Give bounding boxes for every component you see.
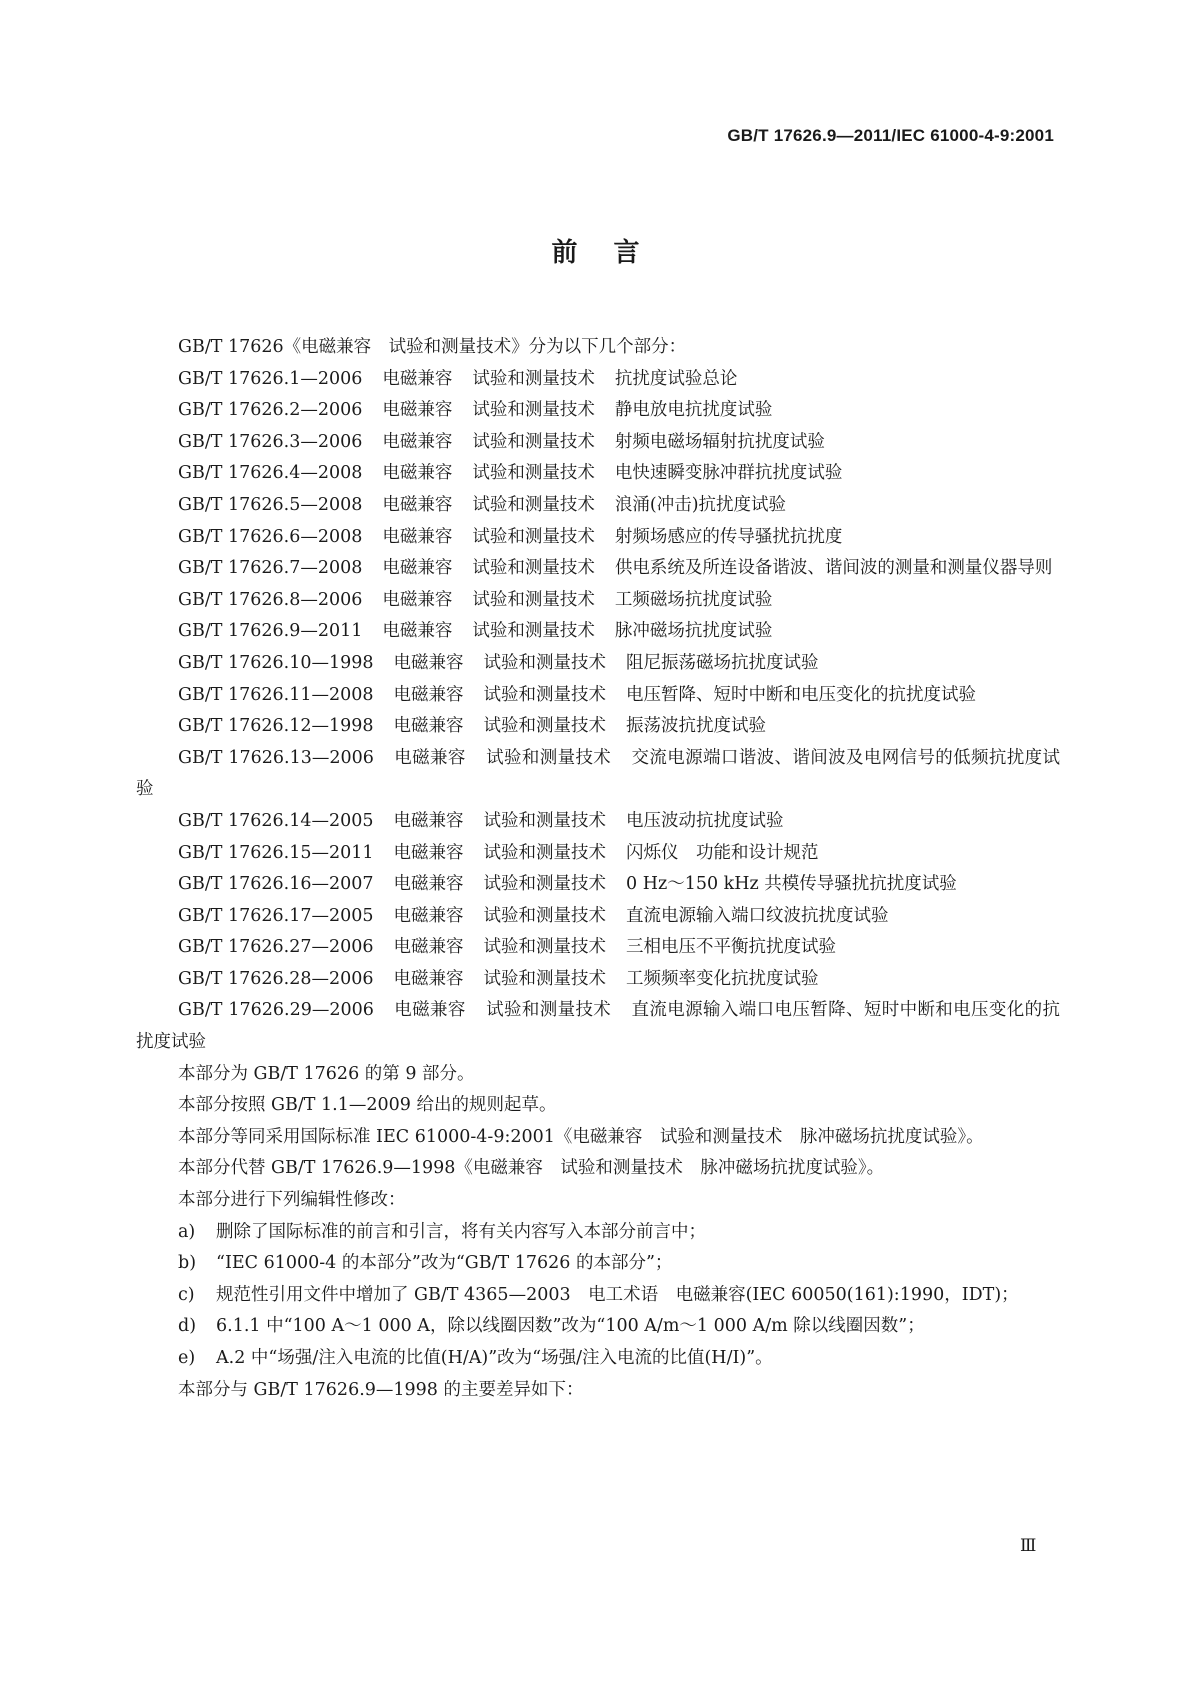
- part-subseries: 试验和测量技术: [472, 431, 595, 452]
- part-list-item: [136, 458, 1060, 490]
- part-list-item: [136, 869, 1060, 901]
- part-name: 静电放电抗扰度试验: [614, 400, 773, 421]
- part-subseries: 试验和测量技术: [483, 937, 607, 958]
- part-code: GB/T 17626.16—2007: [178, 874, 374, 895]
- part-subseries: 试验和测量技术: [483, 874, 607, 895]
- part-subseries: 试验和测量技术: [483, 810, 607, 831]
- part-subseries: 试验和测量技术: [485, 747, 612, 768]
- part-name: 电压波动抗扰度试验: [626, 810, 784, 831]
- edit-text: A.2 中“场强/注入电流的比值(H/A)”改为“场强/注入电流的比值(H/I)”。: [216, 1348, 773, 1368]
- part-code: GB/T 17626.1—2006: [178, 368, 363, 389]
- part-list-item: [136, 711, 1060, 743]
- part-name: 射频电磁场辐射抗扰度试验: [614, 431, 825, 452]
- part-list-item: [136, 395, 1060, 427]
- part-series: 电磁兼容: [382, 431, 453, 452]
- part-subseries: 试验和测量技术: [472, 526, 595, 547]
- part-series: 电磁兼容: [393, 716, 464, 737]
- part-name: 工频磁场抗扰度试验: [614, 589, 773, 610]
- page-number: Ⅲ: [1020, 1536, 1037, 1556]
- part-list-item: [136, 680, 1060, 712]
- part-name: 射频场感应的传导骚扰抗扰度: [614, 526, 843, 547]
- part-name: 电压暂降、短时中断和电压变化的抗扰度试验: [626, 684, 977, 705]
- part-list-item: [136, 964, 1060, 996]
- part-series: 电磁兼容: [393, 905, 464, 926]
- part-list-item: [136, 364, 1060, 396]
- part-name: 浪涌(冲击)抗扰度试验: [614, 494, 787, 515]
- part-subseries: 试验和测量技术: [483, 905, 607, 926]
- edit-label: a): [178, 1221, 196, 1242]
- part-series: 电磁兼容: [393, 842, 464, 863]
- part-name: 电快速瞬变脉冲群抗扰度试验: [614, 463, 843, 484]
- part-subseries: 试验和测量技术: [472, 494, 595, 515]
- part-subseries: 试验和测量技术: [472, 463, 595, 484]
- page-title: 前言: [551, 238, 676, 268]
- part-series: 电磁兼容: [393, 1000, 466, 1021]
- drafting-paragraph: 本部分按照 GB/T 1.1—2009 给出的规则起草。: [178, 1095, 557, 1116]
- part-code: GB/T 17626.2—2006: [178, 400, 363, 421]
- part-code: GB/T 17626.10—1998: [178, 652, 374, 673]
- part-series: 电磁兼容: [382, 526, 453, 547]
- part-code: GB/T 17626.5—2008: [178, 494, 363, 515]
- part-code: GB/T 17626.8—2006: [178, 589, 363, 610]
- part-code: GB/T 17626.28—2006: [178, 968, 374, 989]
- part-list-item: [136, 522, 1060, 554]
- part-name: 闪烁仪 功能和设计规范: [626, 842, 819, 863]
- part-code: GB/T 17626.3—2006: [178, 431, 363, 452]
- part-subseries: 试验和测量技术: [483, 842, 607, 863]
- part-list-item: [136, 995, 1060, 1058]
- part-subseries: 试验和测量技术: [472, 589, 595, 610]
- part-name: 抗扰度试验总论: [614, 368, 738, 389]
- part-series: 电磁兼容: [382, 463, 453, 484]
- edit-list-item: [136, 1343, 1060, 1375]
- part-series: 电磁兼容: [393, 747, 466, 768]
- part-series: 电磁兼容: [393, 810, 464, 831]
- part-of-paragraph: 本部分为 GB/T 17626 的第 9 部分。: [178, 1063, 475, 1084]
- part-series: 电磁兼容: [393, 684, 464, 705]
- part-name: 交流电源端口谐波、谐间波及电网信号的低频抗扰度试验: [136, 747, 1061, 800]
- part-code: GB/T 17626.9—2011: [178, 621, 363, 642]
- edit-list-item: [136, 1311, 1060, 1343]
- edit-list-item: [136, 1248, 1060, 1280]
- part-code: GB/T 17626.12—1998: [178, 716, 374, 737]
- replaces-paragraph: 本部分代替 GB/T 17626.9—1998《电磁兼容 试验和测量技术 脉冲磁场抗扰度试验》。: [178, 1158, 885, 1179]
- part-list-item: [136, 932, 1060, 964]
- part-subseries: 试验和测量技术: [472, 621, 595, 642]
- part-code: GB/T 17626.15—2011: [178, 842, 374, 863]
- part-code: GB/T 17626.14—2005: [178, 810, 374, 831]
- edit-text: “IEC 61000-4 的本部分”改为“GB/T 17626 的本部分”；: [216, 1253, 673, 1274]
- part-name: 振荡波抗扰度试验: [626, 716, 767, 737]
- part-code: GB/T 17626.27—2006: [178, 937, 374, 958]
- part-code: GB/T 17626.17—2005: [178, 905, 374, 926]
- part-series: 电磁兼容: [382, 368, 453, 389]
- differences-intro-paragraph: 本部分与 GB/T 17626.9—1998 的主要差异如下：: [178, 1379, 584, 1400]
- part-list-item: [136, 427, 1060, 459]
- part-list-item: [136, 806, 1060, 838]
- part-series: 电磁兼容: [382, 589, 453, 610]
- part-subseries: 试验和测量技术: [472, 368, 595, 389]
- part-name: 直流电源输入端口纹波抗扰度试验: [626, 905, 889, 926]
- edit-label: c): [178, 1284, 195, 1305]
- edit-label: b): [178, 1253, 197, 1274]
- part-name: 三相电压不平衡抗扰度试验: [626, 937, 837, 958]
- part-list-item: [136, 838, 1060, 870]
- part-name: 0 Hz～150 kHz 共模传导骚扰抗扰度试验: [626, 874, 957, 895]
- foreword-body: [136, 332, 1060, 1406]
- part-list-item: [136, 616, 1060, 648]
- part-name: 脉冲磁场抗扰度试验: [614, 621, 773, 642]
- part-subseries: 试验和测量技术: [483, 968, 607, 989]
- part-series: 电磁兼容: [382, 494, 453, 515]
- parts-list: [136, 364, 1060, 1059]
- edit-list-item: [136, 1280, 1060, 1312]
- part-subseries: 试验和测量技术: [483, 716, 607, 737]
- part-code: GB/T 17626.4—2008: [178, 463, 363, 484]
- edit-list-item: [136, 1217, 1060, 1249]
- part-series: 电磁兼容: [393, 968, 464, 989]
- part-series: 电磁兼容: [382, 400, 453, 421]
- part-list-item: [136, 553, 1060, 585]
- part-series: 电磁兼容: [393, 874, 464, 895]
- part-name: 阻尼振荡磁场抗扰度试验: [626, 652, 819, 673]
- part-code: GB/T 17626.29—2006: [178, 1000, 374, 1021]
- part-subseries: 试验和测量技术: [472, 400, 595, 421]
- edits-list: [136, 1217, 1060, 1375]
- part-list-item: [136, 743, 1060, 806]
- edits-intro-paragraph: 本部分进行下列编辑性修改：: [178, 1190, 406, 1211]
- edit-text: 删除了国际标准的前言和引言，将有关内容写入本部分前言中；: [216, 1221, 706, 1242]
- intro-paragraph: GB/T 17626《电磁兼容 试验和测量技术》分为以下几个部分：: [178, 337, 687, 357]
- part-list-item: [136, 648, 1060, 680]
- part-list-item: [136, 490, 1060, 522]
- part-series: 电磁兼容: [382, 558, 453, 579]
- part-code: GB/T 17626.13—2006: [178, 747, 374, 768]
- part-series: 电磁兼容: [393, 937, 464, 958]
- standard-number-header: GB/T 17626.9—2011/IEC 61000-4-9:2001: [727, 126, 1054, 145]
- edit-text: 规范性引用文件中增加了 GB/T 4365—2003 电工术语 电磁兼容(IEC 60050(161):1990，IDT)；: [216, 1284, 1019, 1305]
- part-series: 电磁兼容: [382, 621, 453, 642]
- part-list-item: [136, 901, 1060, 933]
- part-subseries: 试验和测量技术: [485, 1000, 612, 1021]
- part-name: 工频频率变化抗扰度试验: [626, 968, 819, 989]
- part-name: 供电系统及所连设备谐波、谐间波的测量和测量仪器导则: [614, 558, 1053, 579]
- part-subseries: 试验和测量技术: [483, 652, 607, 673]
- part-series: 电磁兼容: [393, 652, 464, 673]
- part-code: GB/T 17626.6—2008: [178, 526, 363, 547]
- edit-text: 6.1.1 中“100 A～1 000 A，除以线圈因数”改为“100 A/m～1 000 A/m 除以线圈因数”；: [216, 1316, 925, 1337]
- part-code: GB/T 17626.7—2008: [178, 558, 363, 579]
- equivalent-paragraph: 本部分等同采用国际标准 IEC 61000-4-9:2001《电磁兼容 试验和测量技术 脉冲磁场抗扰度试验》。: [178, 1126, 984, 1147]
- edit-label: e): [178, 1348, 196, 1368]
- part-code: GB/T 17626.11—2008: [178, 684, 374, 705]
- part-subseries: 试验和测量技术: [483, 684, 607, 705]
- part-name: 直流电源输入端口电压暂降、短时中断和电压变化的抗扰度试验: [136, 1000, 1061, 1053]
- part-subseries: 试验和测量技术: [472, 558, 595, 579]
- edit-label: d): [178, 1316, 197, 1337]
- part-list-item: [136, 585, 1060, 617]
